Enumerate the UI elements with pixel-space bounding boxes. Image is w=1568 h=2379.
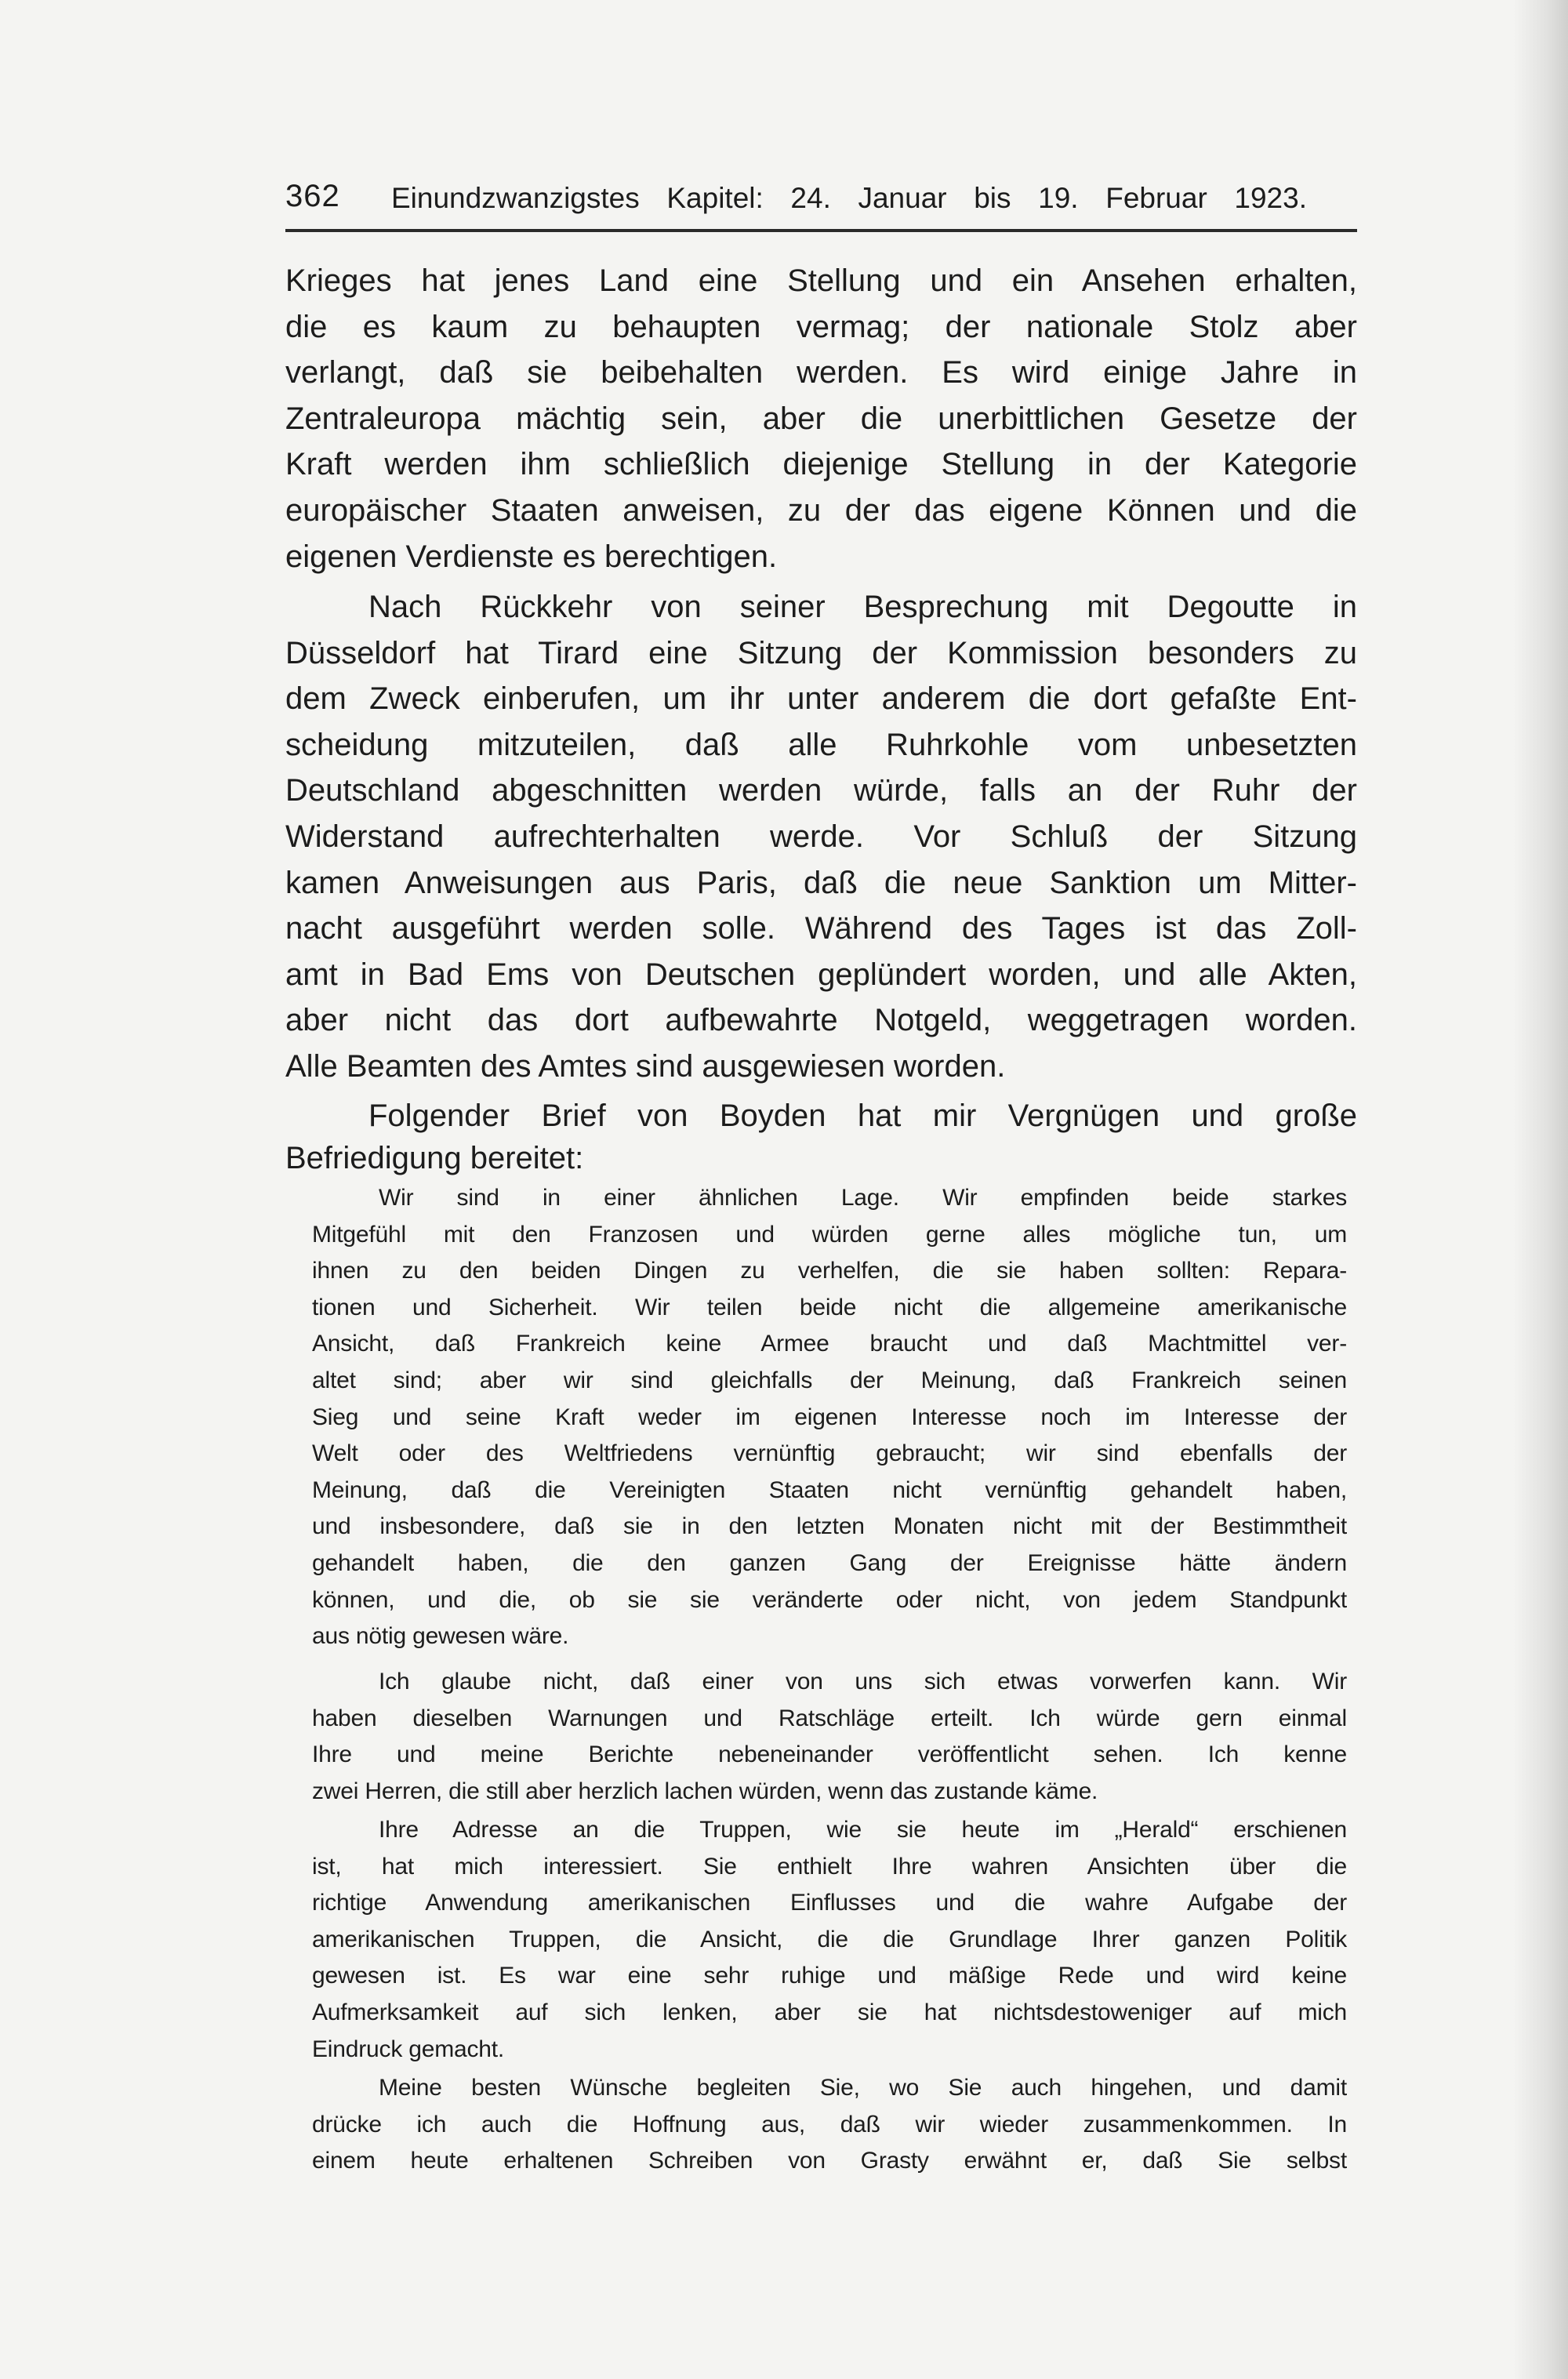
- body-paragraph: [285, 258, 1357, 579]
- text-line: einem heute erhaltenen Schreiben von Grasty erwähnt er, daß Sie selbst: [312, 2148, 1347, 2174]
- text-line: gewesen ist. Es war eine sehr ruhige und mäßige Rede und wird keine: [312, 1963, 1347, 1989]
- text-line: zwei Herren, die still aber herzlich lachen würden, wenn das zustande käme.: [312, 1778, 1098, 1804]
- text-line: scheidung mitzuteilen, daß alle Ruhrkohle vom unbesetzten: [285, 727, 1357, 762]
- text-line: aus nötig gewesen wäre.: [312, 1623, 569, 1650]
- text-line: Düsseldorf hat Tirard eine Sitzung der Kommission besonders zu: [285, 635, 1357, 670]
- text-line: haben dieselben Warnungen und Ratschläge erteilt. Ich würde gern einmal: [312, 1705, 1347, 1731]
- body-paragraph: [285, 1095, 1357, 1179]
- text-line: können, und die, ob sie sie veränderte oder nicht, von jedem Standpunkt: [312, 1586, 1347, 1613]
- text-line: Welt oder des Weltfriedens vernünftig gebraucht; wir sind ebenfalls der: [312, 1440, 1347, 1467]
- text-line: Aufmerksamkeit auf sich lenken, aber sie hat nichtsdestoweniger auf mich: [312, 1999, 1347, 2025]
- text-line: Eindruck gemacht.: [312, 2036, 505, 2062]
- text-line: verlangt, daß sie beibehalten werden. Es wird einige Jahre in: [285, 355, 1357, 390]
- text-line: dem Zweck einberufen, um ihr unter anderem die dort gefaßte Ent-: [285, 681, 1357, 717]
- letter-paragraph: [312, 1812, 1347, 2068]
- letter-paragraph: [312, 1664, 1347, 1810]
- text-line: altet sind; aber wir sind gleichfalls der Meinung, daß Frankreich seinen: [312, 1367, 1347, 1393]
- text-line: ihnen zu den beiden Dingen zu verhelfen, die sie haben sollten: Repara-: [312, 1258, 1347, 1284]
- text-line: amt in Bad Ems von Deutschen geplündert worden, und alle Akten,: [285, 957, 1357, 992]
- text-line: nacht ausgeführt werden solle. Während des Tages ist das Zoll-: [285, 911, 1357, 946]
- running-header: [285, 179, 1357, 223]
- text-line: kamen Anweisungen aus Paris, daß die neue Sanktion um Mitter-: [285, 865, 1357, 900]
- text-line: Kraft werden ihm schließlich diejenige Stellung in der Kategorie: [285, 447, 1357, 482]
- text-line: Ihre und meine Berichte nebeneinander veröffentlicht sehen. Ich kenne: [312, 1742, 1347, 1768]
- text-line: europäischer Staaten anweisen, zu der das eigene Können und die: [285, 492, 1357, 528]
- text-line: Mitgefühl mit den Franzosen und würden gerne alles mögliche tun, um: [312, 1221, 1347, 1248]
- letter-paragraph: [312, 1180, 1347, 1655]
- text-line: richtige Anwendung amerikanischen Einflusses und die wahre Aufgabe der: [312, 1890, 1347, 1916]
- text-line: Krieges hat jenes Land eine Stellung und ein Ansehen erhalten,: [285, 263, 1357, 298]
- text-line: und insbesondere, daß sie in den letzten Monaten nicht mit der Bestimmtheit: [312, 1513, 1347, 1540]
- text-line: aber nicht das dort aufbewahrte Notgeld, weggetragen worden.: [285, 1003, 1357, 1038]
- body-paragraph: [285, 584, 1357, 1090]
- page-edge-shadow: [1513, 0, 1568, 2379]
- text-line: tionen und Sicherheit. Wir teilen beide nicht die allgemeine amerikanische: [312, 1294, 1347, 1320]
- text-line: ist, hat mich interessiert. Sie enthielt Ihre wahren Ansichten über die: [312, 1853, 1347, 1880]
- header-rule: [285, 229, 1357, 232]
- text-line: gehandelt haben, die den ganzen Gang der Ereignisse hätte ändern: [312, 1549, 1347, 1576]
- text-line: eigenen Verdienste es berechtigen.: [285, 539, 778, 574]
- text-line: drücke ich auch die Hoffnung aus, daß wir wieder zusammenkommen. In: [312, 2111, 1347, 2137]
- text-line: amerikanischen Truppen, die Ansicht, die die Grundlage Ihrer ganzen Politik: [312, 1926, 1347, 1952]
- text-line: Deutschland abgeschnitten werden würde, falls an der Ruhr der: [285, 773, 1357, 808]
- text-line: Befriedigung bereitet:: [285, 1141, 584, 1175]
- text-line: Alle Beamten des Amtes sind ausgewiesen worden.: [285, 1048, 1006, 1084]
- text-line: Zentraleuropa mächtig sein, aber die unerbittlichen Gesetze der: [285, 401, 1357, 436]
- text-line: Meinung, daß die Vereinigten Staaten nicht vernünftig gehandelt haben,: [312, 1476, 1347, 1503]
- text-line: Nach Rückkehr von seiner Besprechung mit Degoutte in: [368, 590, 1357, 624]
- text-line: Meine besten Wünsche begleiten Sie, wo Sie auch hingehen, und damit: [379, 2075, 1347, 2101]
- text-line: Ansicht, daß Frankreich keine Armee braucht und daß Machtmittel ver-: [312, 1331, 1347, 1357]
- letter-paragraph: [312, 2070, 1347, 2180]
- text-line: Ich glaube nicht, daß einer von uns sich etwas vorwerfen kann. Wir: [379, 1669, 1347, 1694]
- text-line: Ihre Adresse an die Truppen, wie sie heute im „Herald“ erschienen: [379, 1817, 1347, 1843]
- text-line: Sieg und seine Kraft weder im eigenen Interesse noch im Interesse der: [312, 1404, 1347, 1430]
- text-line: die es kaum zu behaupten vermag; der nationale Stolz aber: [285, 309, 1357, 344]
- text-line: Folgender Brief von Boyden hat mir Vergnügen und große: [368, 1099, 1357, 1133]
- text-line: Wir sind in einer ähnlichen Lage. Wir empfinden beide starkes: [379, 1185, 1347, 1211]
- text-line: Widerstand aufrechterhalten werde. Vor Schluß der Sitzung: [285, 819, 1357, 854]
- page-number: 362: [285, 179, 340, 213]
- running-title: Einundzwanzigstes Kapitel: 24. Januar bis 19. Februar 1923.: [391, 182, 1307, 214]
